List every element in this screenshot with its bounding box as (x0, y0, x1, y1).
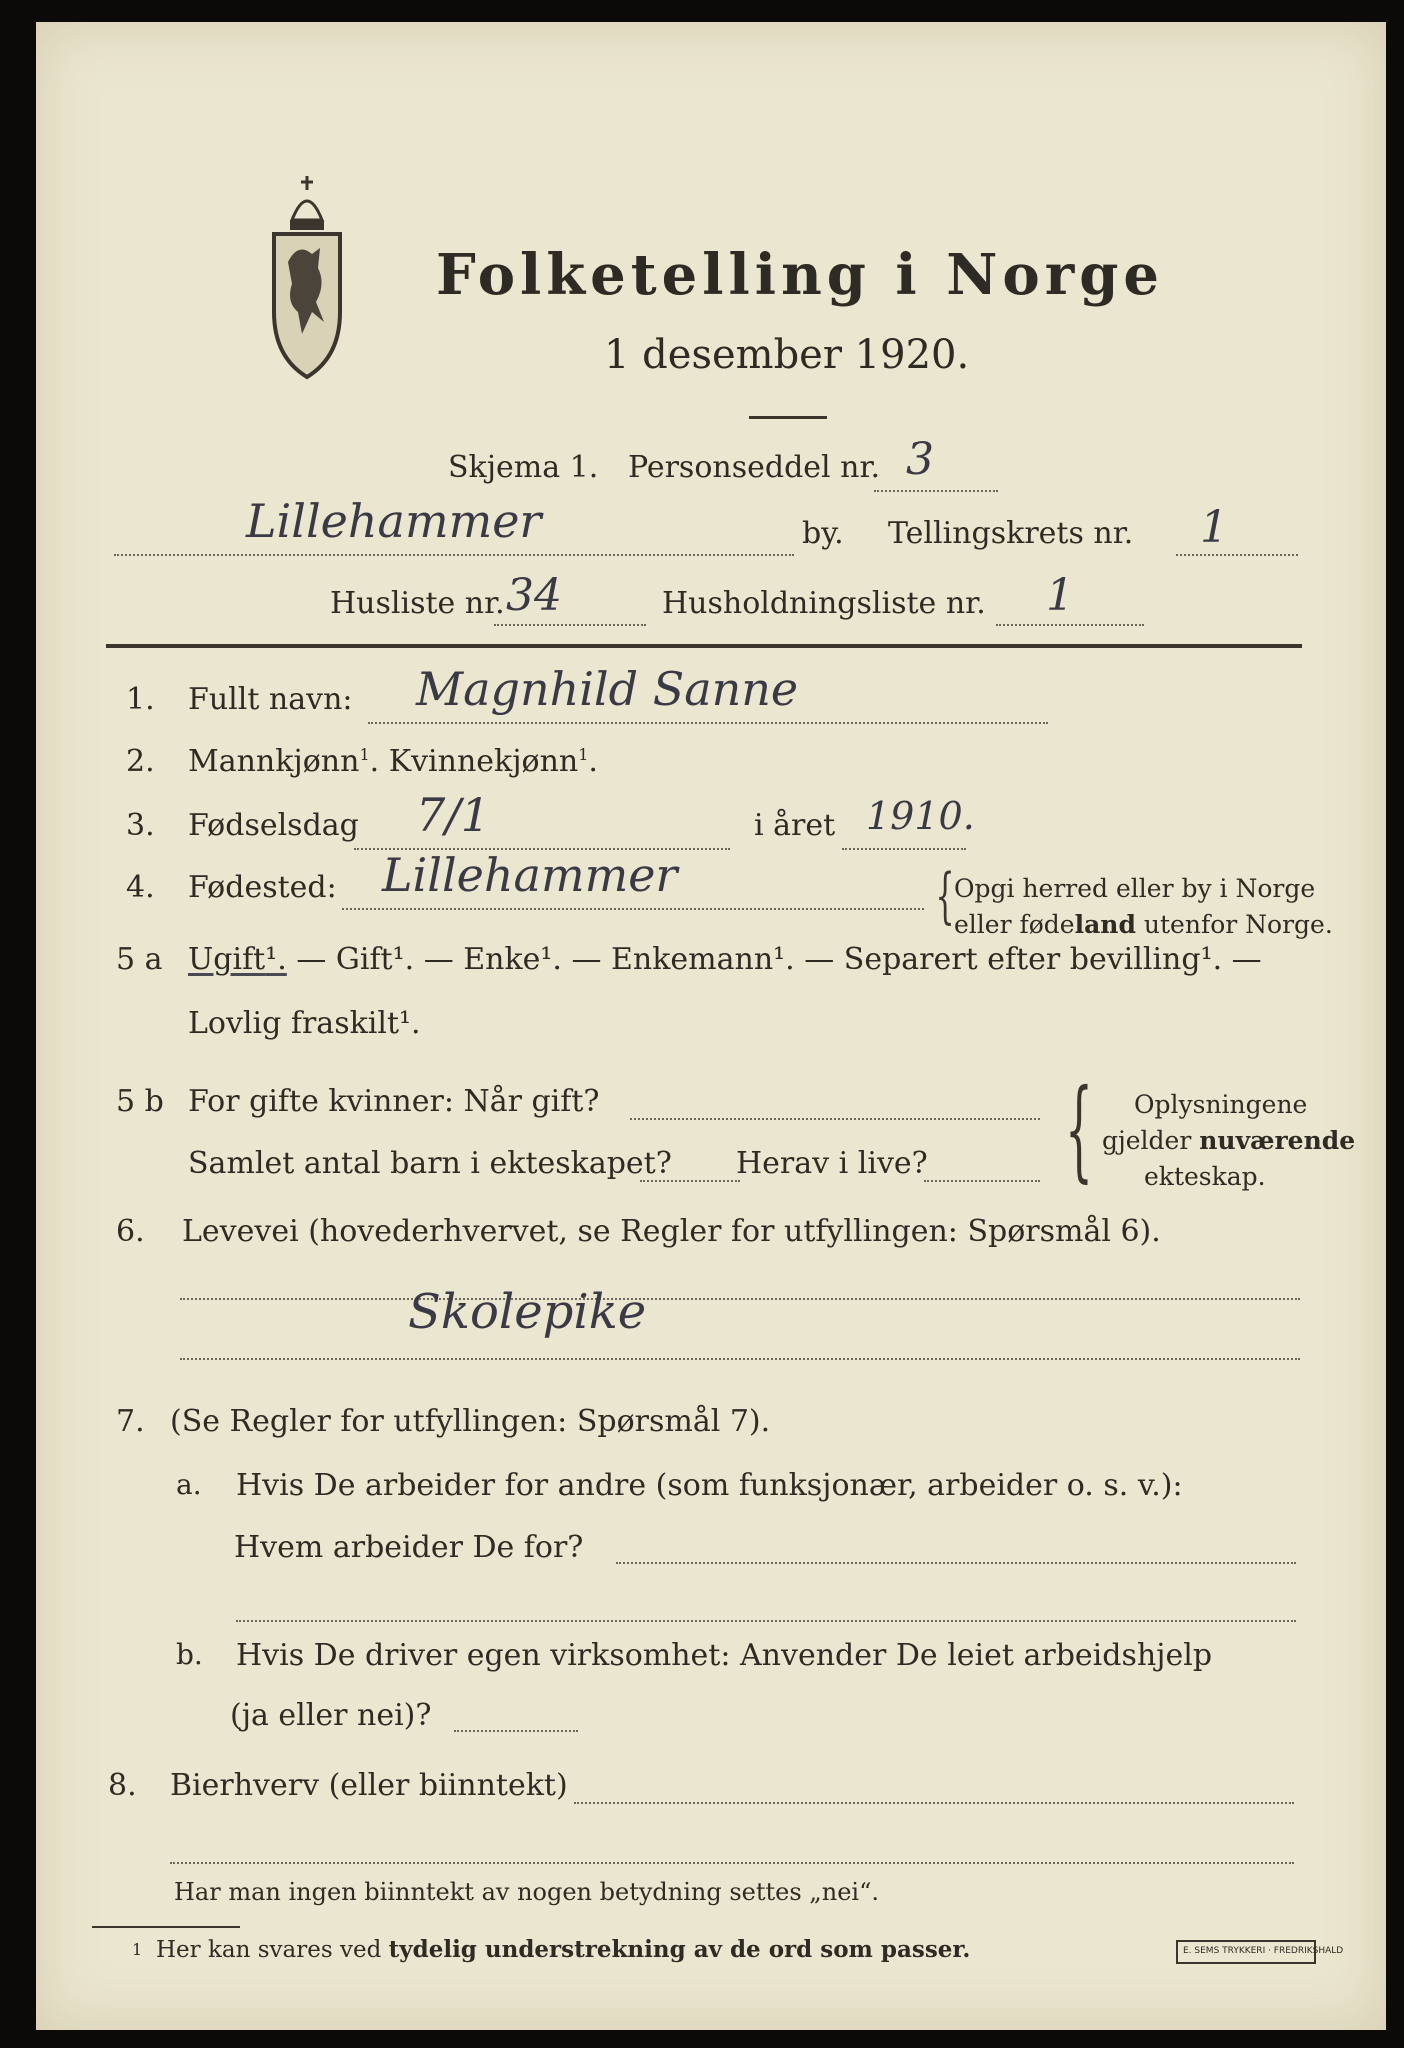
birthplace-value[interactable]: Lillehammer (382, 848, 678, 902)
mannkjonn-option[interactable]: Mannkjønn (188, 744, 360, 779)
tellingskrets-value[interactable]: 1 (1200, 502, 1228, 553)
q4-label: Fødested: (188, 870, 337, 905)
footnote-mark: 1 (132, 1940, 143, 1959)
ugift-mark: ¹. (265, 942, 287, 977)
q7a-label: Hvis De arbeider for andre (som funksjonær, arbeider o. s. v.): (236, 1468, 1183, 1503)
husliste-label: Husliste nr. (330, 586, 505, 621)
q6-number: 6. (116, 1214, 145, 1249)
q1-label: Fullt navn: (188, 682, 353, 717)
husholdningsliste-value[interactable]: 1 (1046, 570, 1074, 621)
q5b-note-line3: ekteskap. (1144, 1162, 1266, 1191)
census-date: 1 desember 1920. (604, 332, 970, 378)
q5b-married-when-label: For gifte kvinner: Når gift? (188, 1084, 600, 1119)
q4-note-emphasis: land (1074, 910, 1136, 939)
q2-footnote-mark: 1 (359, 745, 370, 764)
q7b-label: Hvis De driver egen virksomhet: Anvender De leiet arbeidshjelp (236, 1638, 1213, 1673)
footnote-text-a: Her kan svares ved (156, 1937, 389, 1963)
q7-number: 7. (116, 1404, 145, 1439)
q4-brace: { (935, 861, 955, 931)
skjema-label: Skjema 1. (448, 450, 599, 485)
header-divider (106, 644, 1302, 648)
employer-line-1[interactable] (616, 1562, 1296, 1564)
footnote-divider (92, 1926, 240, 1928)
q3-label: Fødselsdag (188, 808, 359, 843)
q7a-number: a. (176, 1468, 202, 1501)
q7a-label-line2: Hvem arbeider De for? (234, 1530, 584, 1565)
tellingskrets-line (1176, 554, 1298, 556)
q5b-alive-label: Herav i live? (736, 1146, 928, 1181)
q4-note-part-c: utenfor Norge. (1135, 910, 1333, 939)
q8-number: 8. (108, 1768, 137, 1803)
q4-note-part-a: eller føde (954, 910, 1075, 939)
personseddel-value[interactable]: 3 (906, 434, 934, 485)
husholdningsliste-label: Husholdningsliste nr. (662, 586, 986, 621)
birthplace-line (342, 908, 924, 910)
occupation-line-2 (180, 1358, 1300, 1360)
q5b-children-label: Samlet antal barn i ekteskapet? (188, 1146, 672, 1181)
norwegian-coat-of-arms-icon (268, 172, 346, 382)
footnote-text (156, 1936, 970, 1963)
birth-year-line (842, 848, 966, 850)
q8-label: Bierhverv (eller biinntekt) (170, 1768, 568, 1803)
q8-note: Har man ingen biinntekt av nogen betydning settes „nei“. (174, 1878, 879, 1906)
occupation-line-1 (180, 1298, 1300, 1300)
page-title: Folketelling i Norge (436, 242, 1165, 308)
husliste-value[interactable]: 34 (506, 570, 562, 621)
full-name-line (368, 722, 1048, 724)
census-form-sheet (36, 22, 1386, 2030)
side-income-line-1[interactable] (574, 1802, 1294, 1804)
ugift-option-underlined[interactable]: Ugift (188, 942, 266, 977)
q4-note-line1: Opgi herred eller by i Norge (954, 874, 1316, 903)
q5b-note-line1: Oplysningene (1134, 1090, 1308, 1119)
married-when-line[interactable] (630, 1118, 1040, 1120)
q4-note-line2 (954, 910, 1333, 939)
footnote-text-b: tydelig understrekning av de ord som passer. (388, 1936, 971, 1963)
children-alive-line[interactable] (924, 1180, 1040, 1182)
q6-label: Levevei (hovederhvervet, se Regler for utfyllingen: Spørsmål 6). (182, 1214, 1161, 1249)
kvinnekjonn-option[interactable]: . Kvinnekjønn (369, 744, 579, 779)
q2-sex-options[interactable] (188, 744, 598, 779)
printer-stamp-text: E. SEMS TRYKKERI · FREDRIKSHALD (1183, 1946, 1344, 1956)
occupation-value[interactable]: Skolepike (408, 1284, 647, 1340)
side-income-line-2[interactable] (170, 1862, 1294, 1864)
q7b-number: b. (176, 1638, 203, 1671)
q5a-number: 5 a (116, 942, 163, 977)
q5a-line2[interactable]: Lovlig fraskilt¹. (188, 1006, 421, 1041)
year-label: i året (754, 808, 836, 843)
employer-line-2[interactable] (236, 1620, 1296, 1622)
q7-label: (Se Regler for utfyllingen: Spørsmål 7). (170, 1404, 771, 1439)
printer-stamp (1176, 1940, 1344, 1964)
birth-year-value[interactable]: 1910. (866, 794, 975, 838)
title-divider (749, 416, 827, 419)
by-label: by. (802, 516, 844, 551)
q2-period: . (588, 744, 598, 779)
full-name-value[interactable]: Magnhild Sanne (416, 662, 799, 716)
q5b-note-line2 (1102, 1126, 1355, 1155)
q5b-number: 5 b (116, 1084, 164, 1119)
q7b-label-line2: (ja eller nei)? (230, 1698, 432, 1733)
q5b-note-emphasis: nuværende (1199, 1126, 1356, 1155)
q3-number: 3. (126, 808, 155, 843)
husholdningsliste-line (996, 624, 1144, 626)
marital-other-options[interactable]: — Gift¹. — Enke¹. — Enkemann¹. — Separert efter bevilling¹. — (286, 942, 1262, 977)
q2-footnote-mark-2: 1 (578, 745, 589, 764)
q5b-brace: { (1065, 1065, 1093, 1193)
personseddel-line (874, 490, 998, 492)
q5b-note-part-a: gjelder (1102, 1126, 1200, 1155)
hired-help-line[interactable] (454, 1730, 578, 1732)
birthday-value[interactable]: 7/1 (416, 788, 491, 842)
q4-number: 4. (126, 870, 155, 905)
tellingskrets-label: Tellingskrets nr. (888, 516, 1134, 551)
personseddel-label: Personseddel nr. (628, 450, 881, 485)
q2-number: 2. (126, 744, 155, 779)
children-count-line[interactable] (640, 1180, 740, 1182)
by-value[interactable]: Lillehammer (246, 494, 542, 548)
q1-number: 1. (126, 682, 155, 717)
q5a-marital-options[interactable] (188, 942, 1262, 977)
husliste-line (494, 624, 646, 626)
by-line (114, 554, 794, 556)
